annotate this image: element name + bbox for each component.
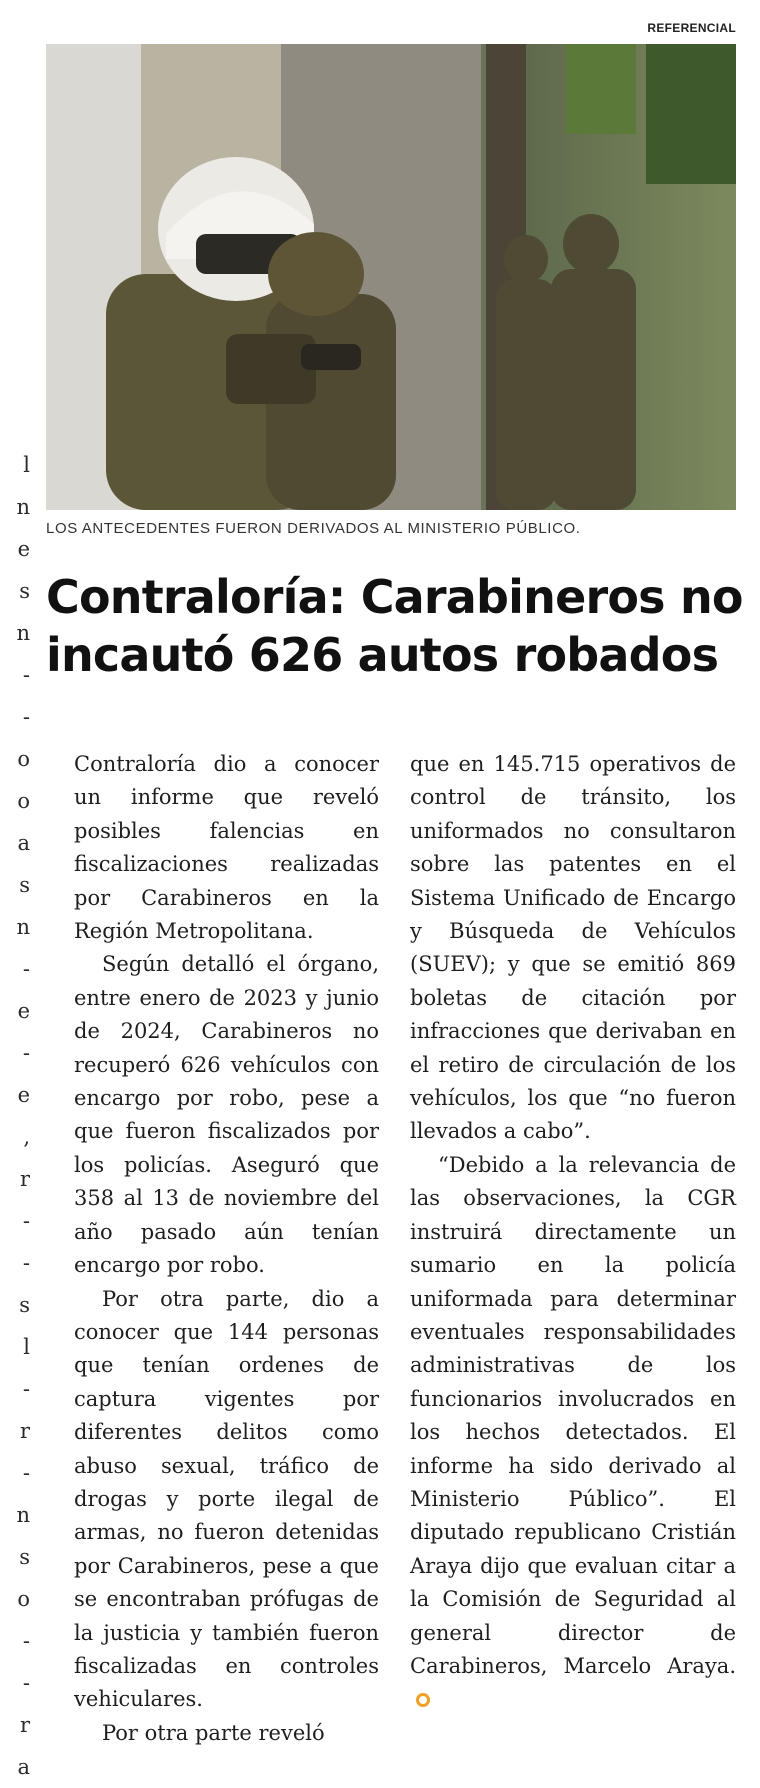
adjacent-fragment-char: r — [19, 1167, 30, 1191]
adjacent-fragment-char: s — [19, 579, 30, 603]
adjacent-fragment-char: n — [16, 915, 30, 939]
adjacent-fragment-char: l — [23, 1335, 30, 1359]
photo-caption: LOS ANTECEDENTES FUERON DERIVADOS AL MINISTERIO PÚBLICO. — [46, 520, 581, 537]
adjacent-fragment-char: n — [16, 621, 30, 645]
adjacent-fragment-char: , — [23, 1125, 30, 1149]
adjacent-fragment-char: - — [22, 1251, 30, 1275]
adjacent-fragment-char: o — [17, 789, 30, 813]
adjacent-column-fragment — [0, 0, 30, 1788]
adjacent-fragment-char: n — [16, 495, 30, 519]
adjacent-fragment-char: a — [17, 1755, 30, 1779]
adjacent-fragment-char: a — [17, 831, 30, 855]
adjacent-fragment-char: s — [19, 1545, 30, 1569]
adjacent-fragment-char: - — [22, 1377, 30, 1401]
article-paragraph: que en 145.715 operativos de control de tránsito, los uniformados no consultaron sobre las patentes en el Sistema Unificado de Encargo y Búsqueda de Vehículos (SUEV); y que se emitió 869 boletas de citación por infracciones que derivaban en el retiro de circulación de los vehículos, los que “no fueron llevados a cabo”. — [410, 752, 736, 1144]
adjacent-fragment-char: - — [22, 705, 30, 729]
article-headline: Contraloría: Carabineros no incautó 626 autos robados — [46, 570, 743, 682]
adjacent-fragment-char: o — [17, 1587, 30, 1611]
adjacent-fragment-char: - — [22, 663, 30, 687]
article-column-left — [74, 748, 379, 1750]
adjacent-fragment-char: - — [22, 1041, 30, 1065]
adjacent-fragment-char: - — [22, 1629, 30, 1653]
article-column-right — [410, 748, 736, 1717]
adjacent-fragment-char: e — [17, 1083, 30, 1107]
article-paragraph: Por otra parte, dio a conocer que 144 personas que tenían ordenes de captura vigentes por diferentes delitos como abuso sexual, tráfico de drogas y porte ilegal de armas, no fueron detenidas por Carabineros, pese a que se encontraban prófugas de la justicia y también fueron fiscalizadas en controles vehiculares. — [74, 1286, 379, 1712]
adjacent-fragment-char: - — [22, 1671, 30, 1695]
adjacent-fragment-char: r — [19, 1419, 30, 1443]
article-paragraph-final — [410, 1149, 736, 1717]
article-photo — [46, 44, 736, 510]
reference-label: REFERENCIAL — [647, 21, 736, 35]
article-paragraph: Por otra parte reveló — [102, 1720, 325, 1745]
article-paragraph: Contraloría dio a conocer un informe que reveló posibles falencias en fiscalizaciones realizadas por Carabineros en la Región Metropolitana. — [74, 752, 379, 944]
adjacent-fragment-char: n — [16, 1503, 30, 1527]
adjacent-fragment-char: r — [19, 1713, 30, 1737]
adjacent-fragment-char: o — [17, 747, 30, 771]
article-paragraph: Según detalló el órgano, entre enero de 2023 y junio de 2024, Carabineros no recuperó 626 vehículos con encargo por robo, pese a que fueron fiscalizados por los policías. Aseguró que 358 al 13 de noviembre del año pasado aún tenían encargo por robo. — [74, 952, 379, 1278]
article-paragraph-text: “Debido a la relevancia de las observaciones, la CGR instruirá directamente un sumario en la policía uniformada para determinar eventuales responsabilidades administrativas de los funcionarios involucrados en los hechos detectados. El informe ha sido derivado al Ministerio Público”. El diputado republicano Cristián Araya dijo que evaluan citar a la Comisión de Seguridad al general director de Carabineros, Marcelo Araya. — [410, 1152, 736, 1678]
adjacent-fragment-char: s — [19, 873, 30, 897]
adjacent-fragment-char: e — [17, 999, 30, 1023]
adjacent-fragment-char: l — [23, 453, 30, 477]
adjacent-fragment-char: - — [22, 957, 30, 981]
adjacent-fragment-char: - — [22, 1461, 30, 1485]
adjacent-fragment-char: - — [22, 1209, 30, 1233]
adjacent-fragment-char: e — [17, 537, 30, 561]
adjacent-fragment-char: s — [19, 1293, 30, 1317]
end-of-article-icon — [416, 1693, 430, 1707]
